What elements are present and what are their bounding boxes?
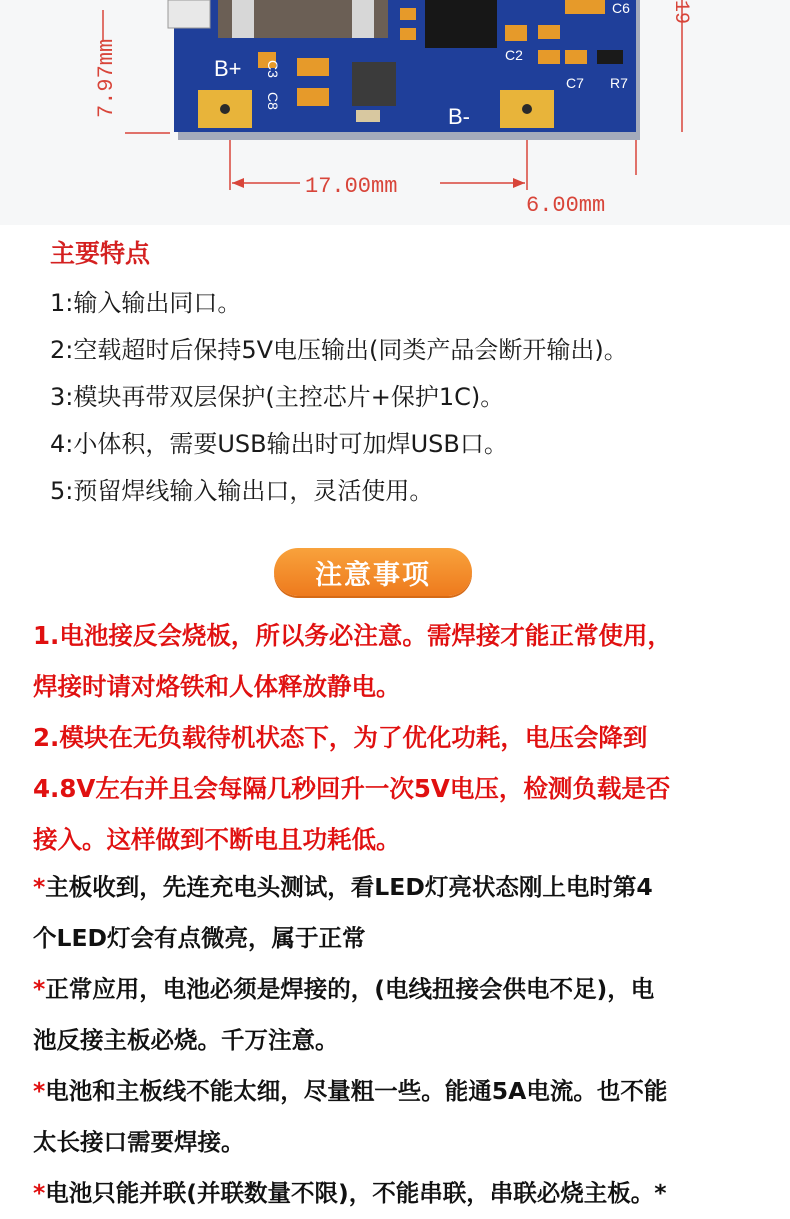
warning-line: 焊接时请对烙铁和人体释放静电。 bbox=[33, 672, 401, 701]
feature-item-1: 1:输入输出同口。 bbox=[50, 289, 242, 317]
cap-c2 bbox=[505, 25, 527, 41]
note-line bbox=[33, 1015, 783, 1066]
sot-chip-pin bbox=[356, 110, 380, 122]
label-c3: C3 bbox=[265, 60, 281, 78]
cap-c7 bbox=[565, 50, 587, 64]
asterisk-marker: * bbox=[33, 873, 46, 901]
warning-line: 1.电池接反会烧板，所以务必注意。需焊接才能正常使用， bbox=[33, 621, 672, 650]
cap-right-a bbox=[538, 25, 560, 39]
note-text: 个LED灯会有点微亮，属于正常 bbox=[33, 924, 366, 952]
note-text: 电池只能并联(并联数量不限)，不能串联，串联必烧主板。* bbox=[45, 1179, 667, 1207]
pad-bminus-hole bbox=[522, 104, 532, 114]
pad-bplus-hole bbox=[220, 104, 230, 114]
resistor-r7 bbox=[597, 50, 623, 64]
cap-top-b bbox=[400, 28, 416, 40]
label-bplus: B+ bbox=[214, 56, 242, 81]
height-dimension-label: 7.97mm bbox=[94, 38, 119, 118]
length-dimension-label: 17.00mm bbox=[305, 174, 398, 199]
cap-mid-b bbox=[297, 88, 329, 106]
pcb-illustration bbox=[0, 0, 790, 225]
switch-component bbox=[168, 0, 210, 28]
dim-arrow-right bbox=[513, 178, 525, 188]
feature-item-3: 3:模块再带双层保护(主控芯片+保护1C)。 bbox=[50, 383, 505, 411]
asterisk-marker: * bbox=[33, 1179, 46, 1207]
cap-c6 bbox=[565, 0, 605, 14]
label-c6: C6 bbox=[612, 0, 630, 16]
note-text: 主板收到，先连充电头测试，看LED灯亮状态刚上电时第4 bbox=[45, 873, 653, 901]
sot-chip bbox=[352, 62, 396, 106]
warning-line: 2.模块在无负载待机状态下，为了优化功耗，电压会降到 bbox=[33, 723, 648, 752]
ic-chip bbox=[425, 0, 497, 48]
right-dimension-label: 19 bbox=[669, 0, 692, 25]
note-text: 池反接主板必烧。千万注意。 bbox=[33, 1026, 339, 1054]
features-title: 主要特点 bbox=[50, 239, 151, 268]
note-line bbox=[33, 964, 783, 1015]
warning-line: 接入。这样做到不断电且功耗低。 bbox=[33, 825, 401, 854]
label-c8: C8 bbox=[265, 92, 281, 110]
warning-line: 4.8V左右并且会每隔几秒回升一次5V电压，检测负载是否 bbox=[33, 774, 671, 803]
feature-item-5: 5:预留焊线输入输出口，灵活使用。 bbox=[50, 477, 434, 505]
label-c2: C2 bbox=[505, 47, 523, 63]
note-line bbox=[33, 1066, 783, 1117]
inductor-edge-right bbox=[352, 0, 374, 38]
warning-text-block bbox=[33, 610, 773, 865]
asterisk-marker: * bbox=[33, 975, 46, 1003]
note-line bbox=[33, 913, 783, 964]
pcb-diagram bbox=[0, 0, 790, 225]
cap-top-a bbox=[400, 8, 416, 20]
label-c7: C7 bbox=[566, 75, 584, 91]
cap-right-b bbox=[538, 50, 560, 64]
feature-item-2: 2:空载超时后保持5V电压输出(同类产品会断开输出)。 bbox=[50, 336, 628, 364]
label-bminus: B- bbox=[448, 104, 470, 129]
note-line bbox=[33, 1117, 783, 1168]
features-section bbox=[50, 232, 628, 515]
dim-arrow-left bbox=[232, 178, 244, 188]
cap-mid-a bbox=[297, 58, 329, 76]
inductor-edge-left bbox=[232, 0, 254, 38]
gap-dimension-label: 6.00mm bbox=[526, 193, 606, 218]
note-text: 太长接口需要焊接。 bbox=[33, 1128, 245, 1156]
note-line bbox=[33, 862, 783, 913]
label-r7: R7 bbox=[610, 75, 628, 91]
notice-title-badge: 注意事项 bbox=[274, 548, 472, 596]
notes-block bbox=[33, 862, 783, 1219]
note-line bbox=[33, 1168, 783, 1219]
note-text: 电池和主板线不能太细，尽量粗一些。能通5A电流。也不能 bbox=[45, 1077, 668, 1105]
asterisk-marker: * bbox=[33, 1077, 46, 1105]
note-text: 正常应用，电池必须是焊接的，(电线扭接会供电不足)，电 bbox=[45, 975, 655, 1003]
feature-item-4: 4:小体积，需要USB输出时可加焊USB口。 bbox=[50, 430, 508, 458]
